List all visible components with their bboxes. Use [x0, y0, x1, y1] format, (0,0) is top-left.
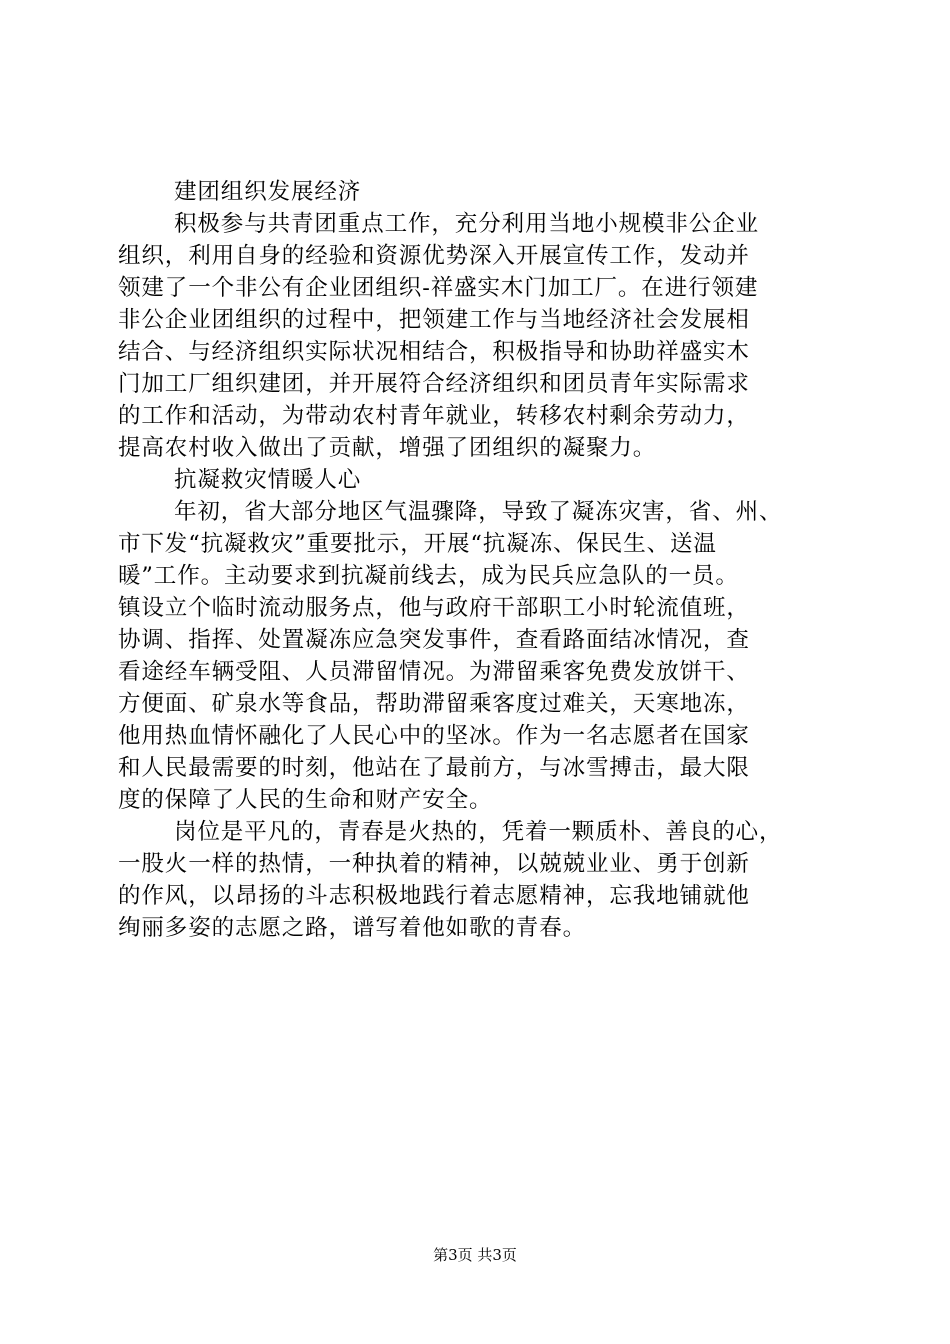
paragraph-line: 镇设立个临时流动服务点，他与政府干部职工小时轮流值班， — [118, 595, 750, 621]
paragraph-line: 提高农村收入做出了贡献，增强了团组织的凝聚力。 — [118, 435, 657, 461]
paragraph-line: 看途经车辆受阻、人员滞留情况。为滞留乘客免费发放饼干、 — [118, 659, 750, 685]
paragraph-line: 非公企业团组织的过程中，把领建工作与当地经济社会发展相 — [118, 307, 750, 333]
paragraph-line: 度的保障了人民的生命和财产安全。 — [118, 787, 493, 813]
paragraph-line: 的工作和活动，为带动农村青年就业，转移农村剩余劳动力， — [118, 403, 750, 429]
paragraph-line: 领建了一个非公有企业团组织-祥盛实木门加工厂。在进行领建 — [118, 275, 759, 301]
paragraph-line: 绚丽多姿的志愿之路，谱写着他如歌的青春。 — [118, 915, 587, 941]
paragraph-line: 他用热血情怀融化了人民心中的坚冰。作为一名志愿者在国家 — [118, 723, 750, 749]
paragraph-line: 协调、指挥、处置凝冻应急突发事件，查看路面结冰情况，查 — [118, 627, 750, 653]
section-heading: 抗凝救灾情暖人心 — [174, 467, 362, 493]
paragraph-line: 一股火一样的热情，一种执着的精神，以兢兢业业、勇于创新 — [118, 851, 750, 877]
paragraph-line: 市下发“抗凝救灾”重要批示，开展“抗凝冻、保民生、送温 — [118, 531, 717, 557]
document-body — [118, 176, 838, 944]
paragraph-line: 结合、与经济组织实际状况相结合，积极指导和协助祥盛实木 — [118, 339, 750, 365]
paragraph-line: 和人民最需要的时刻，他站在了最前方，与冰雪搏击，最大限 — [118, 755, 750, 781]
paragraph-line: 组织，利用自身的经验和资源优势深入开展宣传工作，发动并 — [118, 243, 750, 269]
paragraph-line: 的作风，以昂扬的斗志积极地践行着志愿精神，忘我地铺就他 — [118, 883, 750, 909]
paragraph-line: 年初，省大部分地区气温骤降，导致了凝冻灾害，省、州、 — [174, 499, 783, 525]
paragraph-line: 积极参与共青团重点工作，充分利用当地小规模非公企业 — [174, 211, 760, 237]
page-number-footer: 第3页 共3页 — [433, 1246, 517, 1264]
section-heading: 建团组织发展经济 — [174, 179, 362, 205]
paragraph-line: 暖”工作。主动要求到抗凝前线去，成为民兵应急队的一员。 — [118, 563, 739, 589]
paragraph-line: 方便面、矿泉水等食品，帮助滞留乘客度过难关，天寒地冻， — [118, 691, 750, 717]
paragraph-line: 岗位是平凡的，青春是火热的，凭着一颗质朴、善良的心， — [174, 819, 783, 845]
paragraph-line: 门加工厂组织建团，并开展符合经济组织和团员青年实际需求 — [118, 371, 750, 397]
